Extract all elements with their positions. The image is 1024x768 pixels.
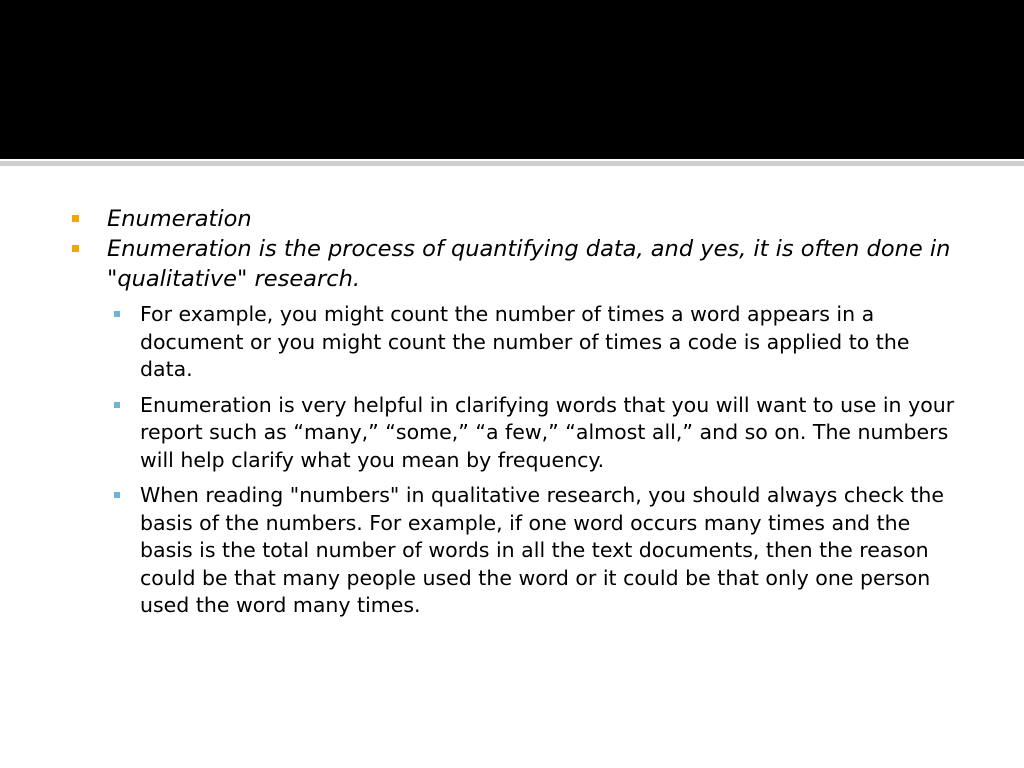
title-band: [0, 0, 1024, 159]
title-divider: [0, 161, 1024, 166]
bullet-text: Enumeration is the process of quantifying data, and yes, it is often done in "qualitative" research.: [107, 236, 951, 292]
sub-bullet-item-clarifying: [107, 392, 962, 475]
square-bullet-icon: [114, 402, 120, 408]
square-bullet-icon: [72, 245, 79, 252]
bullet-item-enumeration: [72, 204, 962, 234]
sub-bullet-text: Enumeration is very helpful in clarifying words that you will want to use in your report such as “many,” “some,” “a few,” “almost all,” and so on. The numbers will help clarify what you mean by frequency.: [140, 392, 955, 472]
sub-bullet-item-basis: [107, 482, 962, 620]
square-bullet-icon: [114, 492, 120, 498]
square-bullet-icon: [72, 215, 79, 222]
square-bullet-icon: [114, 311, 120, 317]
sub-bullet-text: When reading "numbers" in qualitative research, you should always check the basis of the numbers. For example, if one word occurs many times and the basis is the total number of words in all the text documents, then the reason could be that many people used the word or it could be that only one person used the word many times.: [140, 483, 945, 617]
bullet-text: Enumeration: [107, 206, 252, 232]
slide-content: [72, 204, 962, 620]
bullet-item-definition: [72, 234, 962, 294]
sub-bullet-item-example: [107, 301, 962, 384]
sub-bullet-text: For example, you might count the number of times a word appears in a document or you might count the number of times a code is applied to the data.: [140, 302, 910, 381]
